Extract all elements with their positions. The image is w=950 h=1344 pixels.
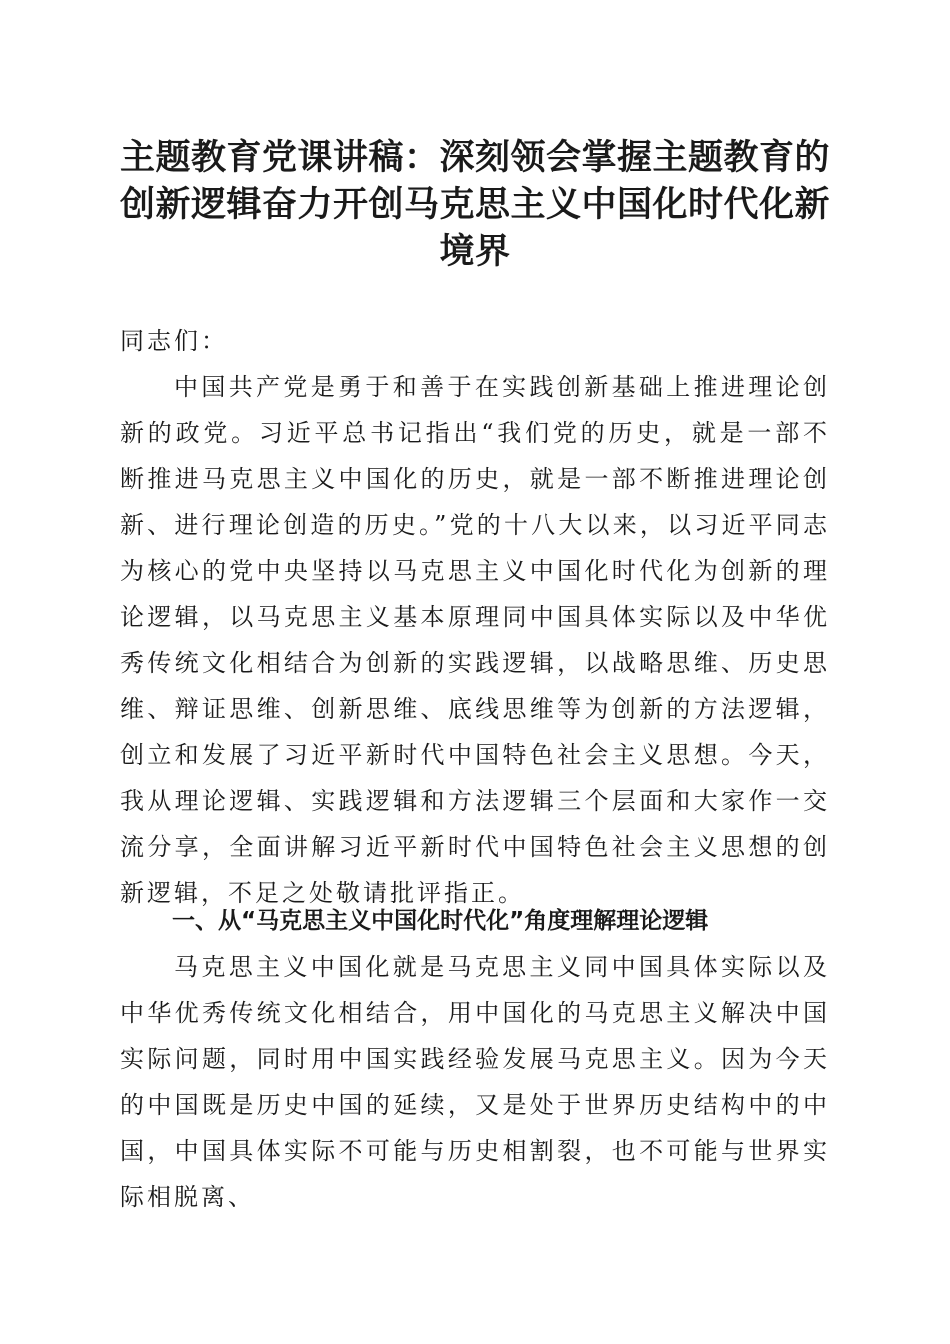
- document-title: 主题教育党课讲稿：深刻领会掌握主题教育的创新逻辑奋力开创马克思主义中国化时代化新境界: [119, 137, 830, 272]
- section-heading-1: 一、从“马克思主义中国化时代化”角度理解理论逻辑: [172, 908, 709, 934]
- paragraph-intro: 中国共产党是勇于和善于在实践创新基础上推进理论创新的政党。习近平总书记指出“我们党的历史，就是一部不断推进马克思主义中国化的历史，就是一部不断推进理论创新、进行理论创造的历史。”党的十八大以来，以习近平同志为核心的党中央坚持以马克思主义中国化时代化为创新的理论逻辑，以马克思主义基本原理同中国具体实际以及中华优秀传统文化相结合为创新的实践逻辑，以战略思维、历史思维、辩证思维、创新思维、底线思维等为创新的方法逻辑，创立和发展了习近平新时代中国特色社会主义思想。今天，我从理论逻辑、实践逻辑和方法逻辑三个层面和大家作一交流分享，全面讲解习近平新时代中国特色社会主义思想的创新逻辑，不足之处敬请批评指正。: [120, 373, 830, 907]
- greeting: 同志们：: [120, 327, 228, 355]
- paragraph-section-1: 马克思主义中国化就是马克思主义同中国具体实际以及中华优秀传统文化相结合，用中国化的马克思主义解决中国实际问题，同时用中国实践经验发展马克思主义。因为今天的中国既是历史中国的延续，又是处于世界历史结构中的中国，中国具体实际不可能与历史相割裂，也不可能与世界实际相脱离、: [120, 953, 830, 1211]
